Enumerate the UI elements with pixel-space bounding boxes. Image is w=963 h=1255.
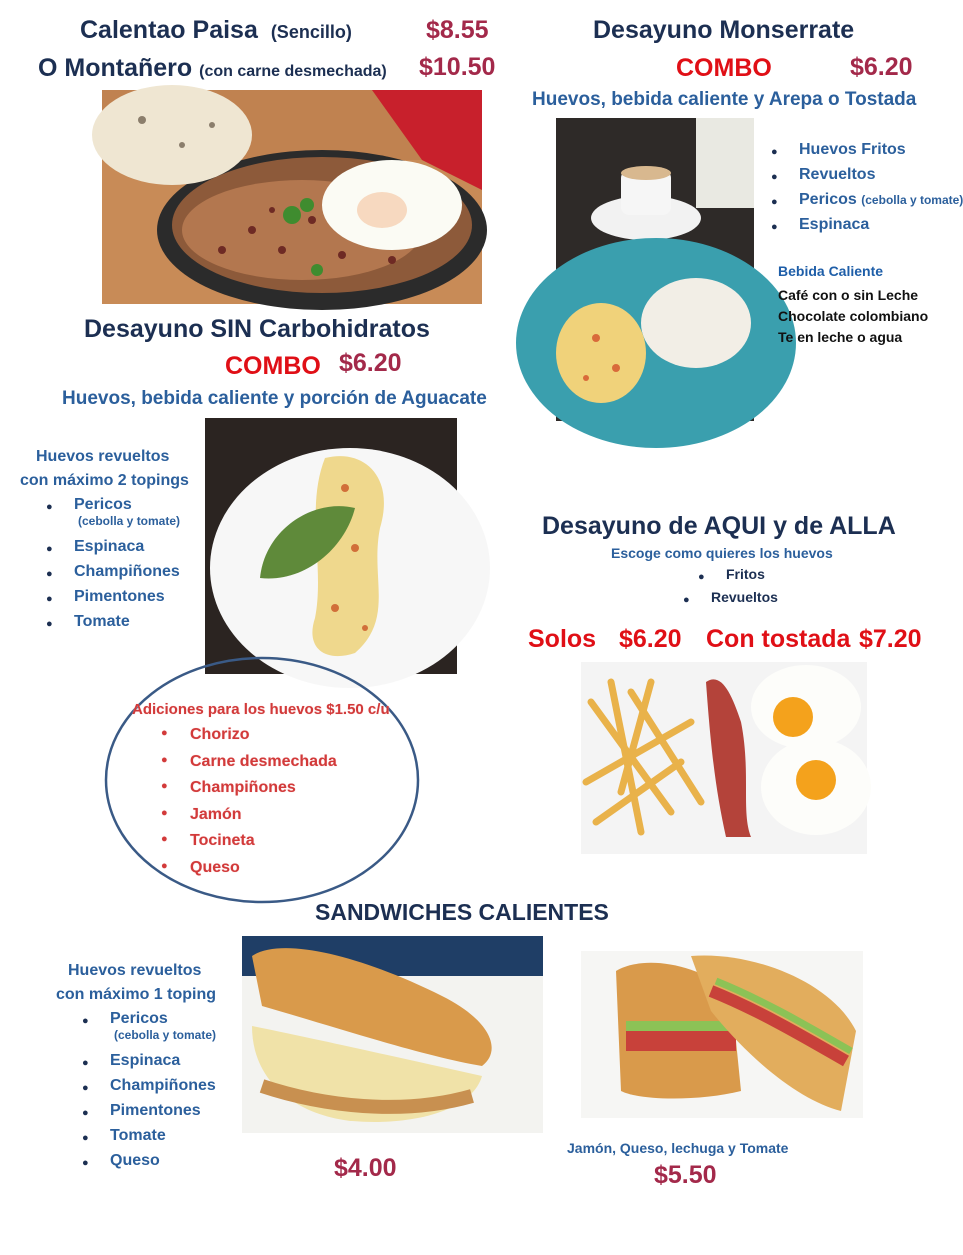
drink-item: Te en leche o agua [778,329,903,345]
sin-carbo-intro: Huevos revueltos [36,448,170,465]
tostada-label: Con tostada [706,625,851,653]
adicion-item: ● Queso [190,859,337,886]
topping-item: ● Espinaca [110,1052,216,1077]
topping-item: ● Pericos (cebolla y tomate) [110,1010,216,1052]
aqui-alla-title: Desayuno de AQUI y de ALLA [542,512,896,540]
topping-item: ● Pericos (cebolla y tomate) [74,496,180,538]
aqui-alla-subtitle: Escoge como quieres los huevos [611,545,833,561]
topping-item: ● Champiñones [110,1077,216,1102]
sin-carbo-topping-list [74,496,180,638]
sandwich-intro: Huevos revueltos [68,962,202,979]
sandwich-topping-list [110,1010,216,1177]
ham-sandwich-photo [581,951,863,1118]
topping-item: ● Pimentones [110,1102,216,1127]
sandwiches-title: SANDWICHES CALIENTES [315,899,609,925]
tostada-price: $7.20 [859,625,922,653]
sin-carbo-price: $6.20 [339,349,402,377]
topping-item: ● Tomate [74,613,180,638]
calentao-price: $8.55 [426,16,489,44]
monserrate-photo [556,118,754,421]
egg-sandwich-price: $4.00 [334,1154,397,1182]
monserrate-egg-item: ● Huevos Fritos [799,141,963,166]
adicion-item: ● Jamón [190,806,337,833]
topping-item: ● Pimentones [74,588,180,613]
adicion-item: ● Chorizo [190,726,337,753]
montanero-title: O Montañero (con carne desmechada) [38,54,387,82]
topping-item: ● Tomate [110,1127,216,1152]
drink-item: Café con o sin Leche [778,287,919,303]
sin-carbo-title: Desayuno SIN Carbohidratos [84,315,430,343]
adicion-item: ● Tocineta [190,832,337,859]
topping-item: ● Espinaca [74,538,180,563]
ham-sandwich-desc: Jamón, Queso, lechuga y Tomate [567,1140,789,1156]
solos-label: Solos [528,625,597,653]
adicion-item: ● Carne desmechada [190,753,337,780]
ham-sandwich-price: $5.50 [654,1161,717,1189]
egg-option: ● Fritos [726,566,793,589]
adicion-item: ● Champiñones [190,779,337,806]
monserrate-combo: COMBO [676,54,772,82]
egg-sandwich-photo [242,936,543,1133]
aqui-alla-photo [581,662,867,854]
montanero-price: $10.50 [419,53,496,81]
monserrate-title: Desayuno Monserrate [593,16,855,44]
calentao-photo [102,90,482,304]
monserrate-egg-item: ● Revueltos [799,166,963,191]
sin-carbo-photo [205,418,457,674]
monserrate-price: $6.20 [850,53,913,81]
sin-carbo-intro: con máximo 2 topings [20,472,189,489]
drink-title: Bebida Caliente [778,263,884,279]
monserrate-egg-item: ● Pericos (cebolla y tomate) [799,191,963,216]
aqui-alla-options [711,566,793,612]
solos-price: $6.20 [619,625,682,653]
montanero-note: (con carne desmechada) [199,63,387,80]
drink-item: Chocolate colombiano [778,308,929,324]
sandwich-intro: con máximo 1 toping [56,986,217,1003]
adiciones-title: Adiciones para los huevos $1.50 c/u [132,701,390,718]
sin-carbo-subtitle: Huevos, bebida caliente y porción de Aguacate [62,388,487,409]
drink-list [778,285,928,348]
egg-option: ● Revueltos [711,589,778,612]
sin-carbo-combo: COMBO [225,352,321,380]
topping-item: ● Champiñones [74,563,180,588]
calentao-note: (Sencillo) [270,22,352,42]
monserrate-egg-list [799,141,963,241]
topping-item: ● Queso [110,1152,216,1177]
calentao-title: Calentao Paisa (Sencillo) [80,16,352,44]
monserrate-egg-item: ● Espinaca [799,216,963,241]
monserrate-subtitle: Huevos, bebida caliente y Arepa o Tostada [532,89,917,110]
adiciones-list [190,726,337,885]
